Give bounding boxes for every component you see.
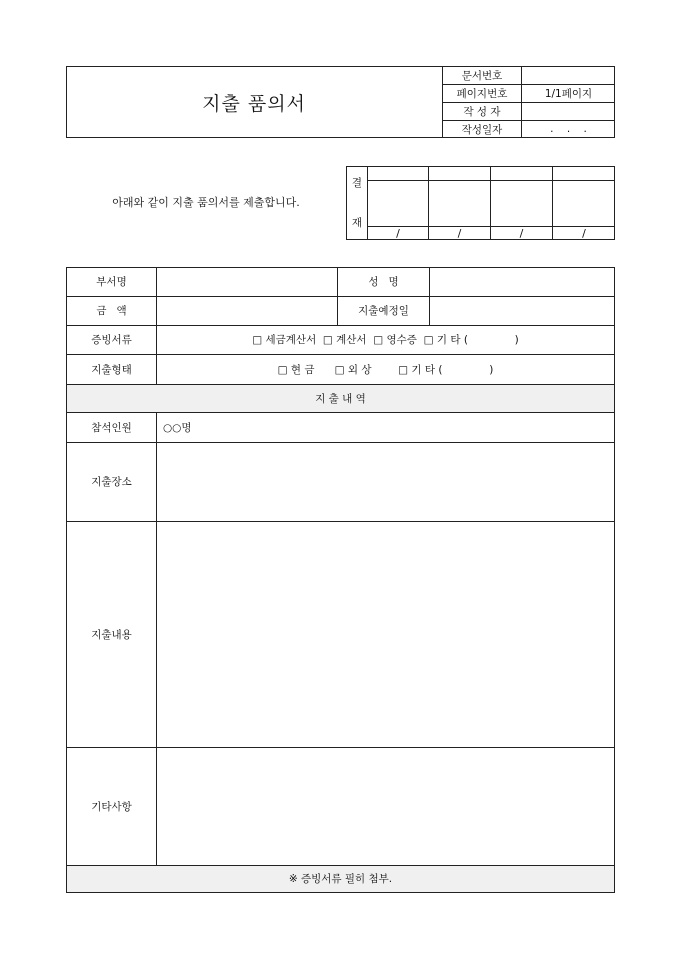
meta-label-author: 작 성 자: [463, 105, 501, 118]
department-label: 부서명: [96, 276, 127, 288]
other-label: 기타사항: [91, 800, 132, 813]
details-field[interactable]: [157, 521, 614, 747]
document-title: 지출 품의서: [202, 92, 306, 115]
attendees-label: 참석인원: [91, 421, 132, 434]
place-field[interactable]: [157, 442, 614, 521]
evidence-label: 증빙서류: [91, 334, 132, 346]
approval-signature-cell[interactable]: [429, 181, 490, 226]
name-label: 성 명: [368, 276, 399, 288]
amount-label: 금 액: [96, 305, 127, 317]
approval-label-top: 결: [351, 176, 363, 189]
payment-checkboxes[interactable]: □ 현 금 □ 외 상 □ 기 타 ( ): [277, 363, 494, 376]
section-header: 지 출 내 역: [315, 392, 366, 405]
details-label: 지출내용: [91, 628, 132, 641]
approval-date-slash: /: [519, 226, 524, 240]
meta-label-date: 작성일자: [461, 123, 503, 136]
due-date-label: 지출예정일: [358, 305, 409, 317]
meta-label-doc-number: 문서번호: [461, 69, 503, 82]
attendees-field[interactable]: ○○명: [163, 421, 192, 434]
meta-value-date[interactable]: . . .: [550, 123, 587, 135]
approval-label-bottom: 재: [351, 216, 363, 229]
approval-date-slash: /: [396, 226, 400, 240]
meta-value-author[interactable]: [522, 102, 615, 120]
meta-value-doc-number[interactable]: [522, 66, 615, 84]
place-label: 지출장소: [91, 476, 132, 488]
amount-field[interactable]: [157, 296, 337, 325]
intro-text: 아래와 같이 지출 품의서를 제출합니다.: [112, 196, 300, 209]
approval-date-slash: /: [582, 226, 586, 240]
approval-signature-cell[interactable]: [368, 181, 428, 226]
name-field[interactable]: [430, 267, 614, 296]
other-field[interactable]: [157, 747, 614, 865]
approval-signature-cell[interactable]: [553, 181, 615, 226]
payment-label: 지출형태: [91, 363, 132, 376]
approval-date-slash: /: [457, 226, 462, 240]
approval-signature-cell[interactable]: [491, 181, 552, 226]
due-date-field[interactable]: [430, 296, 614, 325]
meta-label-page-number: 페이지번호: [456, 87, 508, 100]
meta-value-page-number: 1/1페이지: [544, 87, 593, 100]
department-field[interactable]: [157, 267, 337, 296]
evidence-checkboxes[interactable]: □ 세금계산서 □ 계산서 □ 영수증 □ 기 타 ( ): [252, 334, 519, 346]
footer-note: ※ 증빙서류 필히 첨부.: [288, 873, 393, 885]
